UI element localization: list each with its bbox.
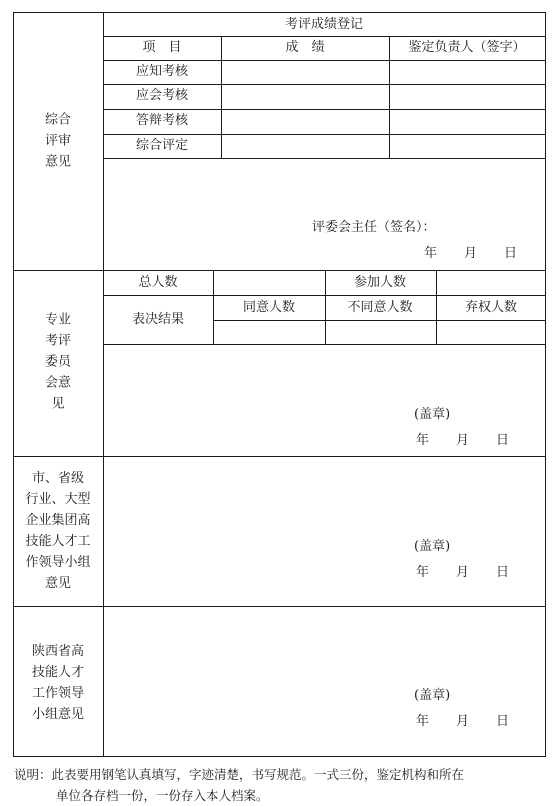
section4-label-line: 工作领导: [31, 686, 85, 701]
vote-result-label: 表决结果: [131, 312, 185, 327]
section1-label-line: 评审: [44, 133, 72, 149]
section4-date: [416, 713, 509, 730]
date-day: 日: [496, 433, 510, 448]
section1-label: [45, 110, 71, 173]
section3-date: [416, 564, 509, 581]
row-knowledge-exam: 应知考核: [135, 64, 189, 79]
date-year: 年: [424, 246, 438, 261]
date-year: 年: [416, 565, 430, 580]
knowledge-score-cell[interactable]: [222, 61, 389, 84]
disagree-count-label: 不同意人数: [347, 300, 413, 315]
section3-label-line: 企业集团高: [25, 513, 91, 528]
skill-score-cell[interactable]: [222, 85, 389, 109]
section2-label-line: 见: [51, 396, 65, 412]
footer-note-line2: 单位各存档一份，一份存入本人档案。: [56, 788, 269, 803]
knowledge-signer-cell[interactable]: [390, 61, 545, 84]
header-score: 成 绩: [285, 40, 325, 55]
footer-note-line1: 说明：此表要用钢笔认真填写，字迹清楚，书写规范。一式三份，鉴定机构和所在: [14, 767, 465, 782]
agree-count-cell[interactable]: [214, 321, 325, 344]
section3-label-line: 市、省级: [31, 471, 85, 486]
attendance-label: 参加人数: [353, 275, 407, 290]
abstain-count-cell[interactable]: [437, 321, 545, 344]
section2-label-line: 会意: [44, 375, 72, 391]
total-count-label: 总人数: [138, 275, 178, 290]
section2-label-line: 委员: [44, 354, 72, 370]
agree-count-label: 同意人数: [242, 300, 296, 315]
section3-label-line: 意见: [44, 576, 72, 591]
section4-opinion-area[interactable]: [104, 607, 545, 756]
date-day: 日: [496, 714, 510, 729]
section1-date: [424, 245, 517, 262]
row-defense-exam: 答辩考核: [135, 113, 189, 128]
section4-label: [32, 641, 84, 725]
score-register-title: 考评成绩登记: [284, 17, 364, 32]
row-skill-exam: 应会考核: [135, 88, 189, 103]
date-month: 月: [456, 433, 470, 448]
section4-label-line: 小组意见: [31, 707, 85, 722]
header-item: 项 目: [142, 40, 182, 55]
section2-label-line: 专业: [44, 312, 72, 328]
section2-label: [45, 310, 71, 415]
section3-opinion-area[interactable]: [104, 457, 545, 606]
section3-label-line: 技能人才工: [25, 534, 91, 549]
section4-label-line: 陕西省高: [31, 644, 85, 659]
date-month: 月: [464, 246, 478, 261]
date-month: 月: [456, 565, 470, 580]
section1-label-line: 综合: [44, 112, 72, 128]
date-year: 年: [416, 433, 430, 448]
disagree-count-cell[interactable]: [326, 321, 436, 344]
section1-label-line: 意见: [44, 154, 72, 170]
section4-label-line: 技能人才: [31, 665, 85, 680]
date-year: 年: [416, 714, 430, 729]
footer-note: [14, 764, 464, 806]
section3-label-line: 作领导小组: [25, 555, 91, 570]
attendance-cell[interactable]: [437, 271, 545, 295]
header-signer: 鉴定负责人（签字）: [408, 40, 526, 55]
row-overall-rating: 综合评定: [135, 138, 189, 153]
section2-label-line: 考评: [44, 333, 72, 349]
date-day: 日: [504, 246, 518, 261]
section4-seal: (盖章): [414, 688, 451, 703]
overall-signer-cell[interactable]: [390, 135, 545, 158]
total-count-cell[interactable]: [214, 271, 325, 295]
committee-chair-signature: 评委会主任（签名）：: [312, 220, 436, 235]
date-month: 月: [456, 714, 470, 729]
section2-date: [416, 432, 509, 449]
section2-seal: (盖章): [414, 407, 451, 422]
defense-score-cell[interactable]: [222, 110, 389, 134]
defense-signer-cell[interactable]: [390, 110, 545, 134]
section3-label: [25, 468, 90, 594]
section3-seal: (盖章): [414, 539, 451, 554]
skill-signer-cell[interactable]: [390, 85, 545, 109]
date-day: 日: [496, 565, 510, 580]
section3-label-line: 行业、大型: [25, 492, 91, 507]
abstain-count-label: 弃权人数: [464, 300, 518, 315]
overall-score-cell[interactable]: [222, 135, 389, 158]
